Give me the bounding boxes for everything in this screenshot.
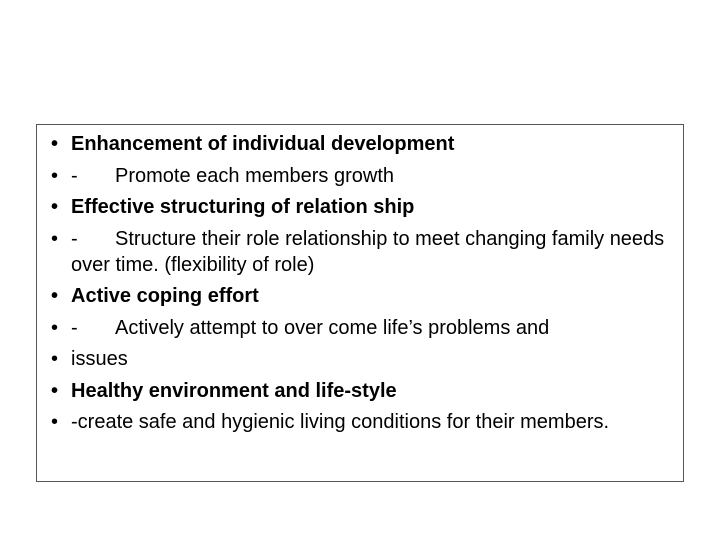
bullet-text: -create safe and hygienic living conditions for their members.: [71, 411, 610, 433]
bullet-item-active-coping: [51, 283, 671, 309]
bullet-item-healthy-environment: [51, 378, 671, 404]
bullet-dot-icon: •: [51, 164, 59, 187]
bullet-item-overcome-problems: [51, 315, 671, 341]
content-text-box: [36, 124, 684, 482]
bullet-dot-icon: •: [51, 316, 59, 339]
bullet-item-hygienic-living: [51, 409, 671, 435]
bullet-item-promote-growth: [51, 163, 671, 189]
bullet-dot-icon: •: [51, 379, 59, 402]
bullet-dot-icon: •: [51, 227, 59, 250]
bullet-list: [51, 131, 671, 441]
bullet-text: Actively attempt to over come life’s problems and: [115, 316, 550, 339]
bullet-dot-icon: •: [51, 196, 59, 218]
bullet-dot-icon: •: [51, 285, 59, 307]
bullet-text: Promote each members growth: [115, 164, 395, 187]
bullet-text: Healthy environment and life-style: [71, 379, 397, 402]
bullet-item-effective-structuring: [51, 194, 671, 220]
bullet-text: Structure their role relationship to meet changing family needs over time. (flexibility of role): [71, 227, 665, 276]
bullet-item-structure-roles: [51, 226, 671, 278]
bullet-item-issues: [51, 346, 671, 372]
bullet-dash: -: [71, 164, 78, 187]
bullet-dot-icon: •: [51, 348, 59, 370]
bullet-text: issues: [71, 348, 128, 370]
bullet-dash: -: [71, 227, 78, 250]
bullet-dot-icon: •: [51, 133, 59, 155]
bullet-dot-icon: •: [51, 411, 59, 433]
bullet-dash: -: [71, 316, 78, 339]
bullet-text: Effective structuring of relation ship: [71, 196, 415, 218]
bullet-text: Enhancement of individual development: [71, 133, 455, 155]
bullet-text: Active coping effort: [71, 285, 259, 307]
bullet-item-enhancement: [51, 131, 671, 157]
